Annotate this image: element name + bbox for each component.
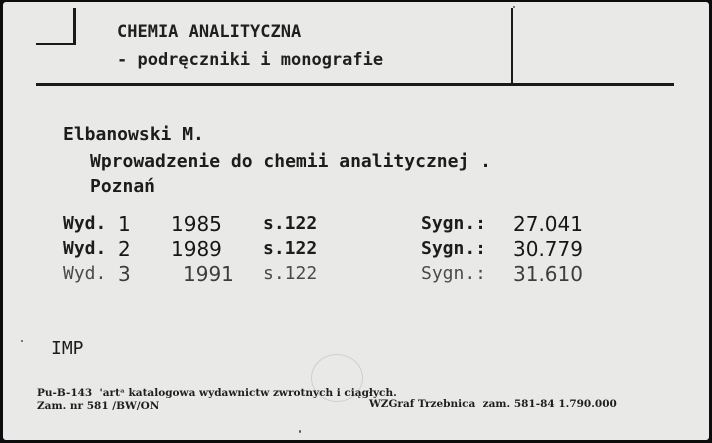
footer-line-1: Pu-B-143 'artᵃ katalogowa wydawnictw zwrotnych i ciągłych. [37,387,397,399]
footer-line-2-left: Zam. nr 581 /BW/ON [37,400,160,412]
edition-year: 1985 [171,212,222,236]
heading-line-2: - podręczniki i monografie [117,50,384,70]
edition-year: 1991 [183,262,234,286]
book-title: Wprowadzenie do chemii analitycznej . [90,151,491,172]
edition-label: Wyd. [63,263,107,284]
edition-number: 3 [118,262,131,286]
edition-pages: s.122 [263,213,318,234]
header-box-left-vertical [73,8,76,45]
edition-pages: s.122 [263,238,318,259]
signature-label: Sygn.: [421,263,487,284]
author: Elbanowski M. [63,124,204,145]
signature-label: Sygn.: [421,213,487,234]
catalog-card [3,2,709,440]
edition-label: Wyd. [63,238,107,259]
header-box-left-bottom [36,43,76,45]
speck [299,430,301,433]
signature-number: 30.779 [513,237,583,261]
heading-line-1: CHEMIA ANALITYCZNA [117,22,302,42]
signature-label: Sygn.: [421,238,487,259]
edition-year: 1989 [171,237,222,261]
header-bottom-rule [36,83,674,86]
publication-place: Poznań [90,176,156,197]
edition-number: 2 [118,237,131,261]
footer-line-2-right: WZGraf Trzebnica zam. 581-84 1.790.000 [369,398,617,410]
signature-number: 31.610 [513,262,583,286]
edition-label: Wyd. [63,213,107,234]
speck [513,6,515,8]
imp-mark: IMP [51,338,84,359]
signature-number: 27.041 [513,212,583,236]
header-divider-vertical [511,8,513,86]
edition-pages: s.122 [263,263,318,284]
speck [21,340,23,342]
edition-number: 1 [118,212,131,236]
